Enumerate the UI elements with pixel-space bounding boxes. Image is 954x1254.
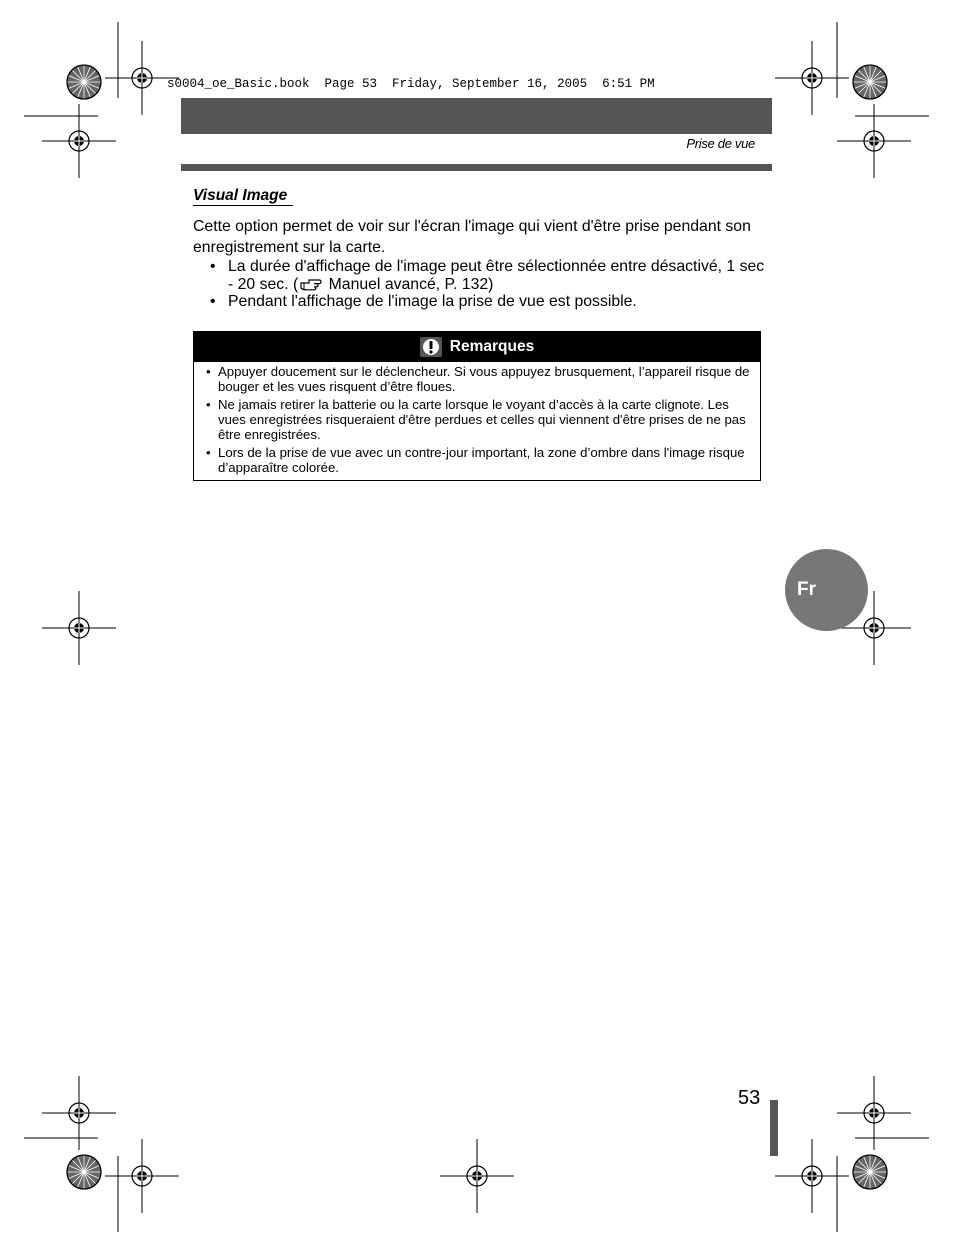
bullet-marker: • <box>210 258 216 275</box>
note-text: Ne jamais retirer la batterie ou la carte lorsque le voyant d’accès à la carte clignote. Les vues enregistrées risqueraient d'être perdues et celles qui viennent d'être prises de ne pas être enregistrées. <box>218 397 746 442</box>
page-number: 53 <box>738 1087 761 1109</box>
language-tab <box>785 549 868 631</box>
bullet-list <box>210 258 770 311</box>
note-item <box>206 365 751 395</box>
bullet-text: La durée d'affichage de l'image peut être sélectionnée entre désactivé, 1 sec - 20 sec. ( <box>228 258 765 293</box>
bullet-text: Manuel avancé, P. 132) <box>324 275 494 293</box>
note-item <box>206 446 751 476</box>
note-text: Appuyer doucement sur le déclencheur. Si vous appuyez brusquement, l’appareil risque de bouger et les vues risquent d’être floues. <box>218 364 750 394</box>
exclamation-icon <box>420 337 442 357</box>
bullet-marker: • <box>206 444 211 460</box>
header-bar <box>181 98 772 134</box>
pointing-hand-icon <box>300 277 322 291</box>
notes-title: Remarques <box>449 338 535 355</box>
bullet-marker: • <box>206 397 211 413</box>
bullet-marker: • <box>210 293 216 310</box>
section-label: Prise de vue <box>686 136 755 151</box>
notes-box <box>193 331 761 481</box>
header-rule <box>181 164 772 171</box>
intro-paragraph: Cette option permet de voir sur l'écran l'image qui vient d'être prise pendant son enregistrement sur la carte. <box>193 218 751 256</box>
bullet-text: Pendant l'affichage de l'image la prise de vue est possible. <box>228 293 637 310</box>
note-text: Lors de la prise de vue avec un contre-jour important, la zone d’ombre dans l'image risque d’apparaître colorée. <box>218 444 745 475</box>
language-tab-label: Fr <box>797 579 816 600</box>
section-heading: Visual Image <box>193 187 293 206</box>
bullet-item <box>210 258 770 293</box>
print-file-info: s0004_oe_Basic.book Page 53 Friday, September 16, 2005 6:51 PM <box>167 77 655 91</box>
note-item <box>206 398 751 442</box>
bullet-item <box>210 293 770 311</box>
notes-header <box>194 332 760 362</box>
bullet-marker: • <box>206 364 211 379</box>
notes-list <box>206 365 751 479</box>
page-number-bar <box>770 1100 778 1156</box>
